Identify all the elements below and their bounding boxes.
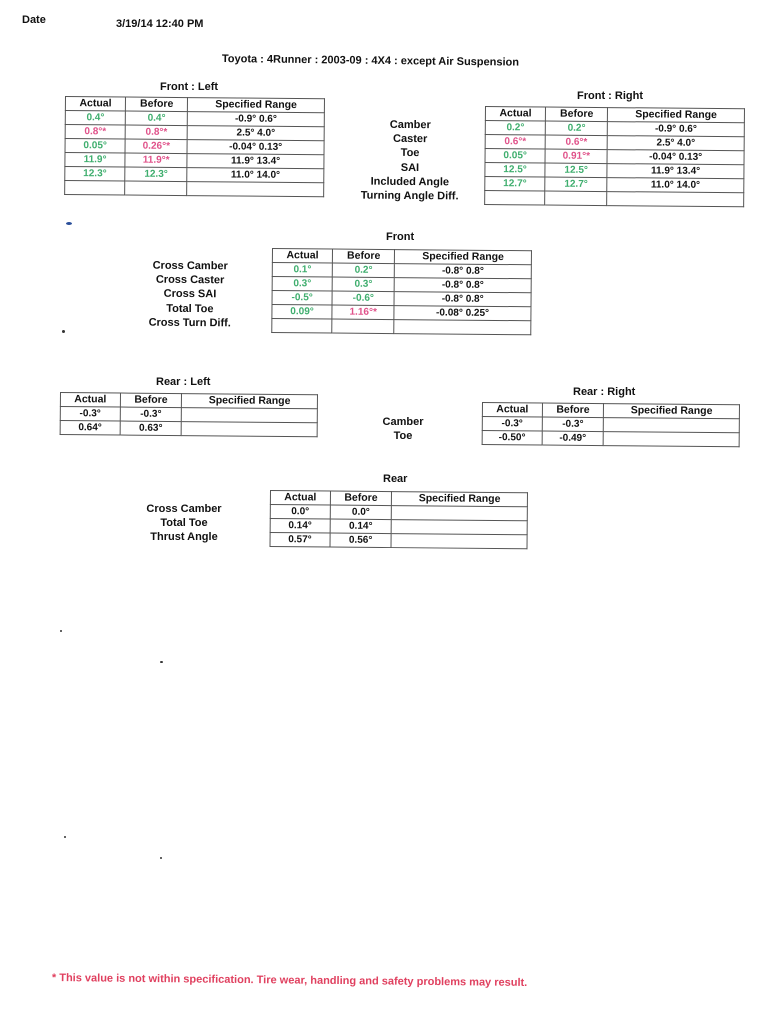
actual-cell: 0.8°*: [65, 125, 125, 140]
before-cell: 1.16°*: [332, 305, 394, 320]
table-row: [272, 263, 531, 279]
range-cell: 2.5° 4.0°: [607, 136, 744, 151]
before-cell: -0.49°: [542, 431, 604, 446]
range-cell: -0.9° 0.6°: [188, 112, 325, 127]
col-range: Specified Range: [188, 98, 325, 113]
before-cell: 11.9°*: [125, 153, 187, 168]
rear-cross-title: Rear: [383, 473, 408, 485]
range-cell: -0.08° 0.25°: [394, 306, 531, 321]
front-right-title: Front : Right: [577, 90, 643, 102]
table-row: [272, 305, 531, 321]
label-caster: Caster: [393, 133, 428, 146]
col-before: Before: [333, 249, 395, 264]
scan-mark: [160, 661, 163, 663]
before-cell: 0.14°: [330, 519, 392, 534]
before-cell: [332, 319, 394, 334]
before-cell: 0.91°*: [545, 149, 607, 164]
label-rear-camber: Camber: [382, 416, 424, 428]
label-cross-sai: Cross SAI: [163, 288, 217, 301]
before-cell: 0.0°: [330, 505, 392, 520]
label-turning-angle-diff: Turning Angle Diff.: [360, 189, 459, 203]
label-included-angle: Included Angle: [370, 175, 450, 189]
col-range: Specified Range: [604, 404, 740, 419]
actual-cell: -0.3°: [60, 407, 120, 422]
before-cell: 0.63°: [120, 421, 182, 436]
actual-cell: -0.3°: [482, 417, 542, 432]
before-cell: 0.2°: [332, 263, 394, 278]
col-range: Specified Range: [608, 108, 745, 123]
table-row: [485, 163, 744, 179]
range-cell: 11.0° 14.0°: [607, 178, 744, 193]
table-row: [65, 125, 324, 141]
date-label: Date: [22, 14, 46, 26]
col-actual: Actual: [485, 107, 545, 122]
scan-mark: [60, 630, 62, 632]
table-row: [65, 167, 324, 183]
range-cell: -0.04° 0.13°: [607, 150, 744, 165]
actual-cell: 0.2°: [485, 121, 545, 136]
before-cell: -0.3°: [120, 407, 182, 422]
vehicle-title: Toyota : 4Runner : 2003-09 : 4X4 : except Air Suspension: [221, 53, 520, 69]
before-cell: 0.56°: [330, 533, 392, 548]
scan-mark: [62, 330, 65, 333]
table-row: [272, 291, 531, 307]
table-row: [485, 191, 744, 207]
range-cell: [392, 506, 528, 521]
table-row: [270, 519, 527, 535]
table-row: [485, 177, 744, 193]
rear-left-title: Rear : Left: [156, 376, 211, 388]
actual-cell: 12.5°: [485, 163, 545, 178]
front-left-title: Front : Left: [160, 81, 219, 93]
col-before: Before: [126, 97, 188, 112]
actual-cell: -0.50°: [482, 431, 542, 446]
range-cell: [391, 520, 527, 535]
rear-cross-labels: [132, 502, 236, 545]
label-cross-turn-diff: Cross Turn Diff.: [148, 316, 231, 330]
rear-cross-table: [270, 490, 528, 549]
front-measure-labels: [346, 117, 475, 203]
range-cell: [603, 432, 739, 447]
col-actual: Actual: [482, 403, 542, 418]
actual-cell: [65, 181, 125, 196]
scan-mark: [160, 857, 162, 859]
table-row: [485, 121, 744, 137]
before-cell: 12.3°: [125, 167, 187, 182]
label-toe: Toe: [400, 147, 420, 160]
front-cross-table: [271, 248, 532, 335]
range-cell: -0.9° 0.6°: [608, 122, 745, 137]
actual-cell: 0.0°: [270, 505, 330, 520]
before-cell: [125, 181, 187, 196]
actual-cell: 11.9°: [65, 153, 125, 168]
before-cell: 0.2°: [545, 121, 607, 136]
before-cell: -0.3°: [542, 417, 604, 432]
range-cell: [187, 182, 324, 197]
rear-right-table: [482, 402, 740, 447]
col-before: Before: [120, 393, 182, 408]
actual-cell: 0.05°: [65, 139, 125, 154]
scan-mark: [64, 836, 66, 838]
label-rear-total-toe: Total Toe: [160, 517, 208, 530]
range-cell: 11.9° 13.4°: [607, 164, 744, 179]
actual-cell: 0.1°: [272, 263, 332, 278]
label-rear-cross-camber: Cross Camber: [146, 503, 222, 515]
actual-cell: 0.09°: [272, 305, 332, 320]
actual-cell: 12.3°: [65, 167, 125, 182]
range-cell: 11.0° 14.0°: [187, 168, 324, 183]
table-row: [60, 407, 317, 423]
col-actual: Actual: [65, 97, 125, 112]
label-sai: SAI: [400, 161, 420, 174]
table-row: [485, 135, 744, 151]
col-actual: Actual: [270, 491, 330, 506]
table-row: [485, 149, 744, 165]
table-row: [65, 111, 324, 127]
table-row: [65, 153, 324, 169]
table-row: [270, 533, 527, 549]
table-row: [482, 417, 739, 433]
label-total-toe: Total Toe: [166, 302, 214, 315]
front-right-table: [484, 106, 745, 207]
before-cell: [545, 191, 607, 206]
range-cell: [394, 320, 531, 335]
label-camber: Camber: [389, 118, 431, 132]
actual-cell: [272, 319, 332, 334]
actual-cell: 0.3°: [272, 277, 332, 292]
actual-cell: 0.57°: [270, 533, 330, 548]
out-of-spec-footnote: * This value is not within specification. Tire wear, handling and safety problems may result.: [51, 972, 528, 989]
col-range: Specified Range: [392, 492, 528, 507]
table-row: [272, 277, 531, 293]
range-cell: 2.5° 4.0°: [187, 126, 324, 141]
actual-cell: 0.14°: [270, 519, 330, 534]
front-cross-labels: [132, 258, 249, 330]
actual-cell: 12.7°: [485, 177, 545, 192]
before-cell: 0.26°*: [125, 139, 187, 154]
before-cell: 0.6°*: [545, 135, 607, 150]
before-cell: 0.4°: [125, 111, 187, 126]
actual-cell: 0.64°: [60, 421, 120, 436]
range-cell: -0.8° 0.8°: [394, 278, 531, 293]
table-row: [270, 505, 527, 521]
table-row: [60, 421, 317, 437]
range-cell: 11.9° 13.4°: [187, 154, 324, 169]
actual-cell: 0.05°: [485, 149, 545, 164]
col-range: Specified Range: [395, 250, 532, 265]
range-cell: [607, 192, 744, 207]
before-cell: 12.7°: [545, 177, 607, 192]
table-row: [65, 181, 324, 197]
front-cross-title: Front: [386, 231, 415, 243]
range-cell: [182, 408, 318, 423]
date-value: 3/19/14 12:40 PM: [116, 18, 204, 30]
before-cell: 0.8°*: [125, 125, 187, 140]
table-row: [272, 319, 531, 335]
label-cross-camber: Cross Camber: [152, 259, 228, 273]
range-cell: -0.8° 0.8°: [395, 264, 532, 279]
label-rear-toe: Toe: [393, 430, 413, 443]
actual-cell: [485, 191, 545, 206]
col-before: Before: [330, 491, 392, 506]
col-actual: Actual: [272, 249, 332, 264]
before-cell: -0.6°: [332, 291, 394, 306]
rear-measure-labels: [364, 415, 442, 443]
range-cell: [604, 418, 740, 433]
col-before: Before: [542, 403, 604, 418]
range-cell: -0.04° 0.13°: [187, 140, 324, 155]
rear-left-table: [60, 392, 318, 437]
front-left-table: [64, 96, 325, 197]
before-cell: 0.3°: [332, 277, 394, 292]
actual-cell: 0.6°*: [485, 135, 545, 150]
col-before: Before: [546, 107, 608, 122]
actual-cell: 0.4°: [65, 111, 125, 126]
range-cell: [181, 422, 317, 437]
table-row: [482, 431, 739, 447]
col-actual: Actual: [60, 393, 120, 408]
label-thrust-angle: Thrust Angle: [150, 531, 218, 544]
actual-cell: -0.5°: [272, 291, 332, 306]
col-range: Specified Range: [182, 394, 318, 409]
before-cell: 12.5°: [545, 163, 607, 178]
table-row: [65, 139, 324, 155]
range-cell: -0.8° 0.8°: [394, 292, 531, 307]
range-cell: [391, 534, 527, 549]
scan-mark: [66, 222, 72, 225]
label-cross-caster: Cross Caster: [155, 273, 225, 287]
rear-right-title: Rear : Right: [573, 386, 636, 398]
